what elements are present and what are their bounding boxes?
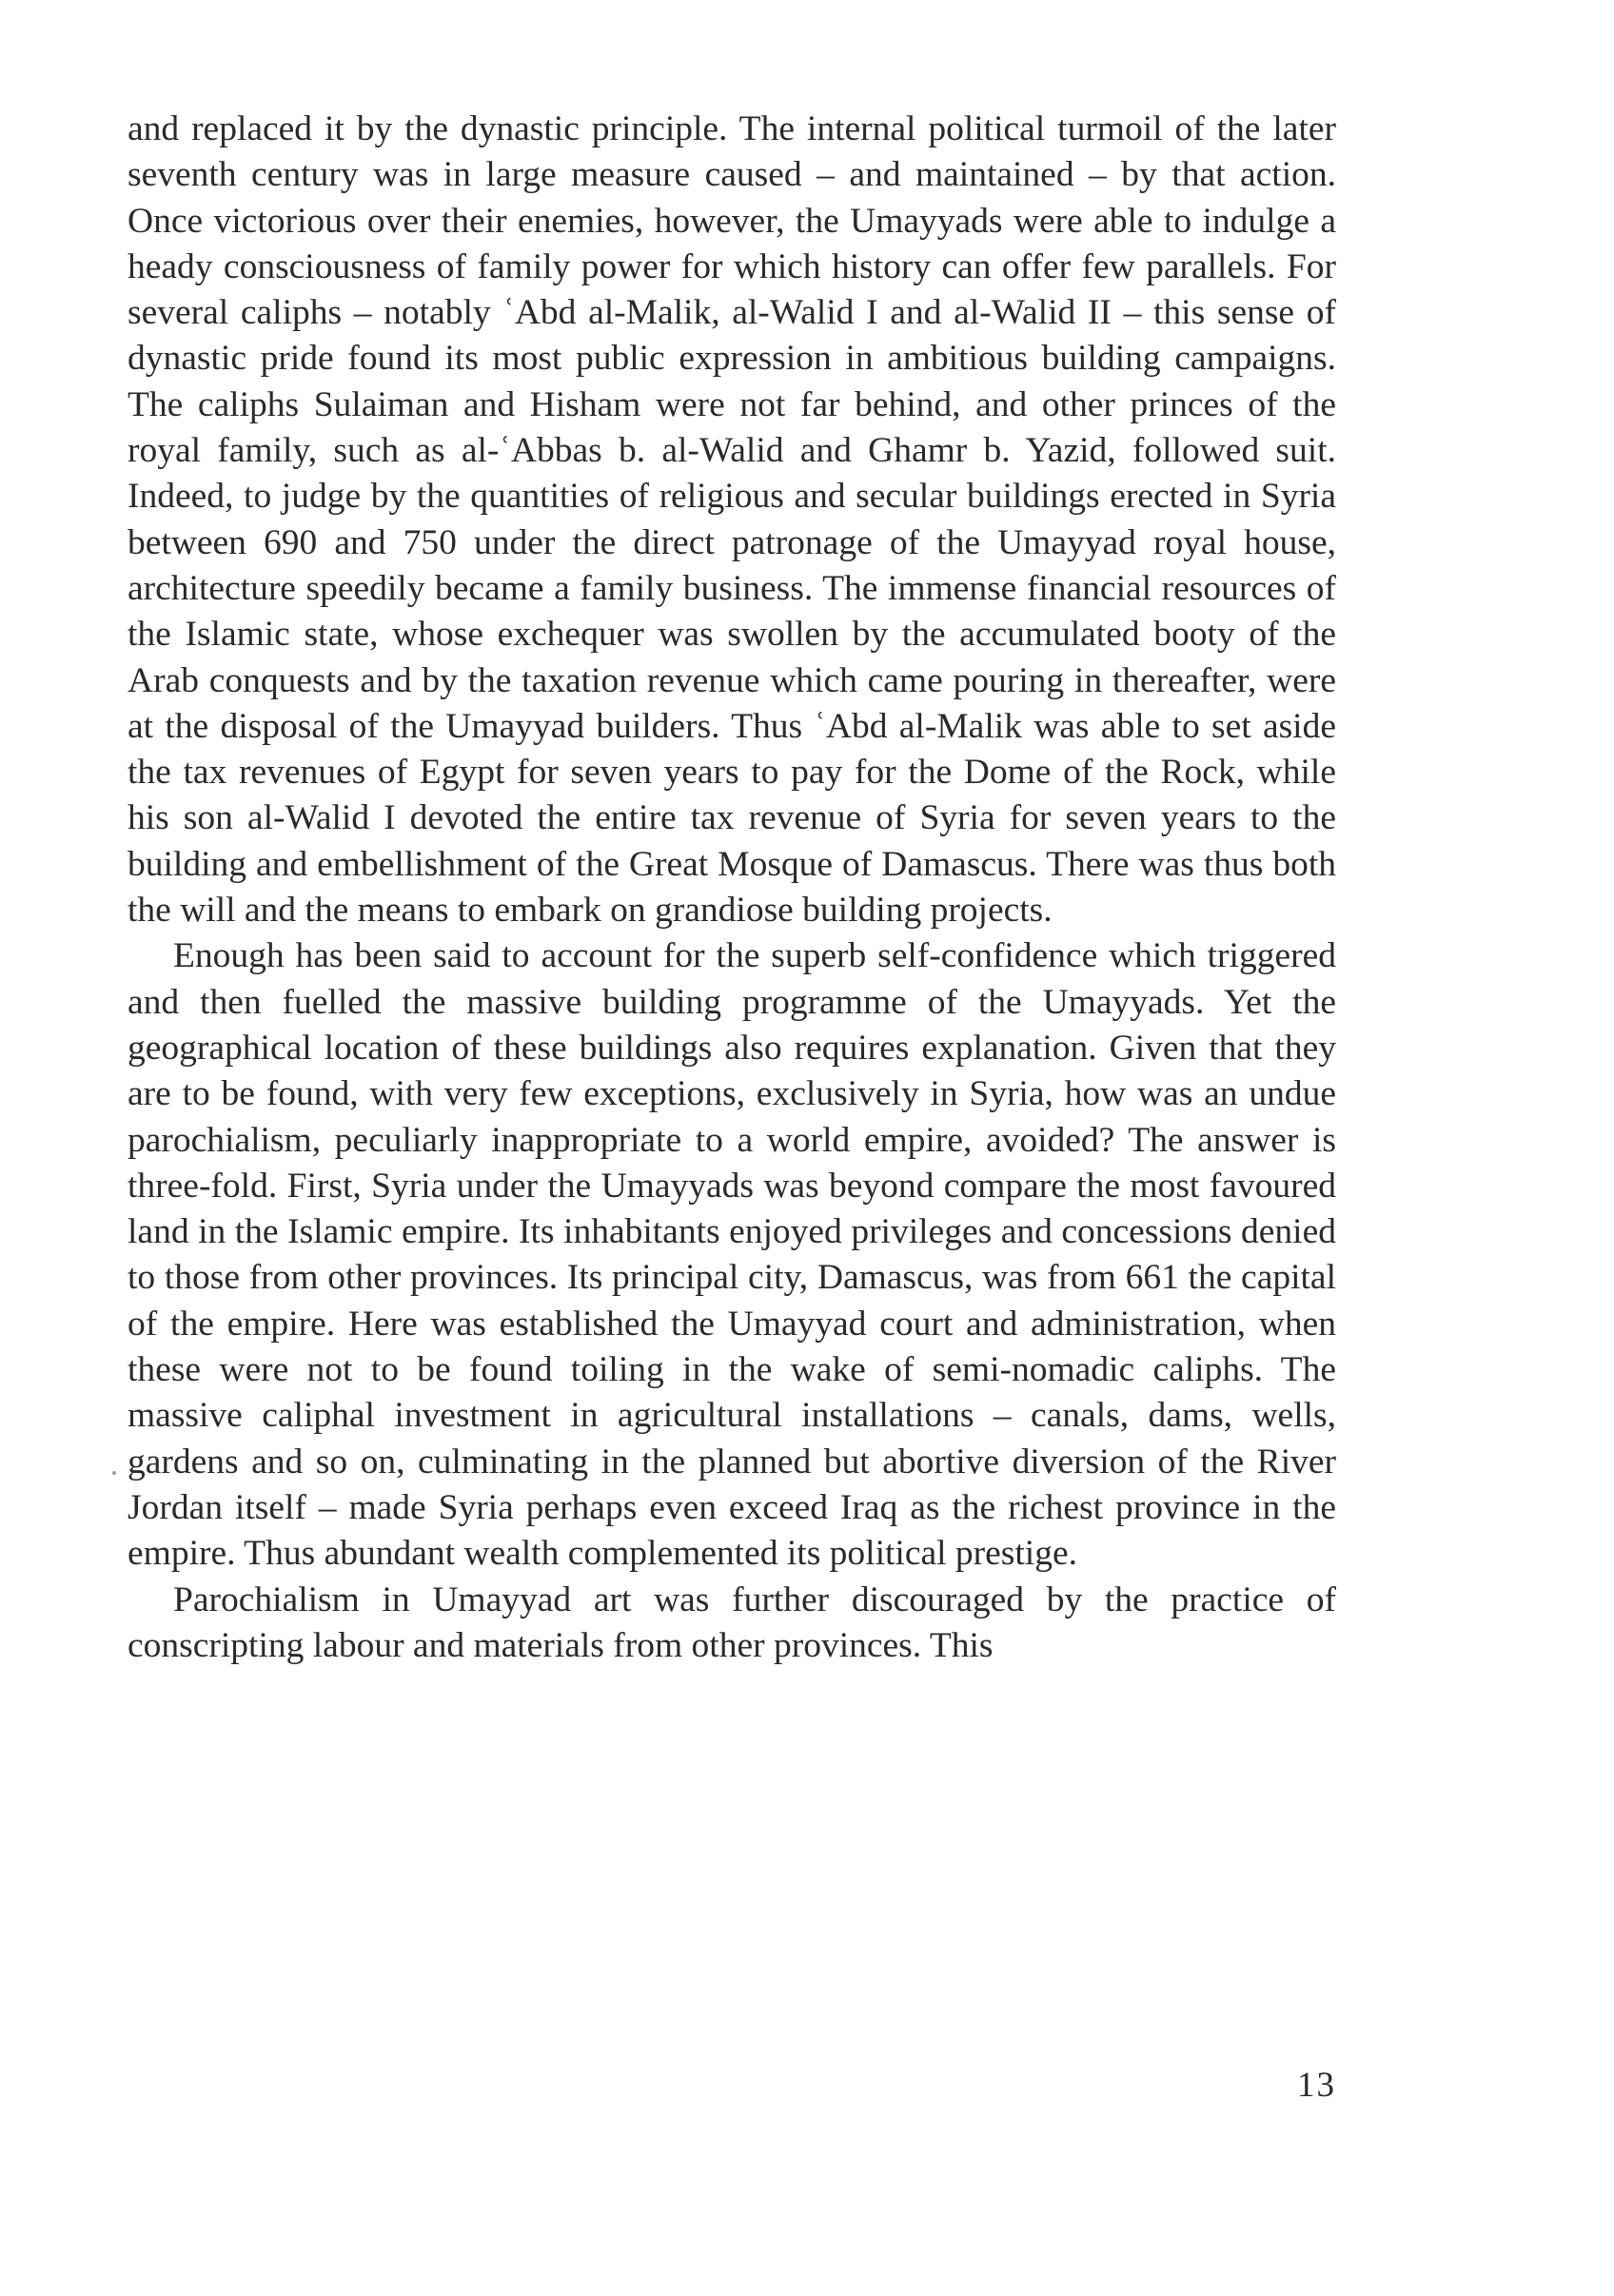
paragraph-1: and replaced it by the dynastic principle. The internal political turmoil of the later seventh century was in large measure caused – and maintained – by that action. Once victorious over their enemies, however, the Umayyads were able to indulge a heady consciousness of family power for which history can offer few parallels. For several caliphs – notably ʿAbd al-Malik, al-Walid I and al-Walid II – this sense of dynastic pride found its most public expression in ambitious building campaigns. The caliphs Sulaiman and Hisham were not far behind, and other princes of the royal family, such as al-ʿAbbas b. al-Walid and Ghamr b. Yazid, followed suit. Indeed, to judge by the quantities of religious and secular buildings erected in Syria between 690 and 750 under the direct patronage of the Umayyad royal house, architecture speedily became a family business. The immense financial resources of the Islamic state, whose exchequer was swollen by the accumulated booty of the Arab conquests and by the taxation revenue which came pouring in thereafter, were at the disposal of the Umayyad builders. Thus ʿAbd al-Malik was able to set aside the tax revenues of Egypt for seven years to pay for the Dome of the Rock, while his son al-Walid I devoted the entire tax revenue of Syria for seven years to the building and embellishment of the Great Mosque of Damascus. There was thus both the will and the means to embark on grandiose building projects. — [128, 109, 1336, 931]
print-speck — [112, 1471, 116, 1475]
body-text — [128, 107, 1336, 1669]
paragraph-2: Enough has been said to account for the superb self-confidence which triggered and then fuelled the massive building programme of the Umayyads. Yet the geographical location of these buildings also requires explanation. Given that they are to be found, with very few exceptions, exclusively in Syria, how was an undue parochialism, peculiarly inappropriate to a world empire, avoided? The answer is three-fold. First, Syria under the Umayyads was beyond compare the most favoured land in the Islamic empire. Its inhabitants enjoyed privileges and concessions denied to those from other provinces. Its principal city, Damascus, was from 661 the capital of the empire. Here was established the Umayyad court and administration, when these were not to be found toiling in the wake of semi-nomadic caliphs. The massive caliphal investment in agricultural installations – canals, dams, wells, gardens and so on, culminating in the planned but abortive diversion of the River Jordan itself – made Syria perhaps even exceed Iraq as the richest province in the empire. Thus abundant wealth complemented its political prestige. — [128, 936, 1336, 1574]
page-number: 13 — [1297, 2066, 1336, 2105]
paragraph-3: Parochialism in Umayyad art was further discouraged by the practice of conscripting labour and materials from other provinces. This — [128, 1580, 1336, 1665]
